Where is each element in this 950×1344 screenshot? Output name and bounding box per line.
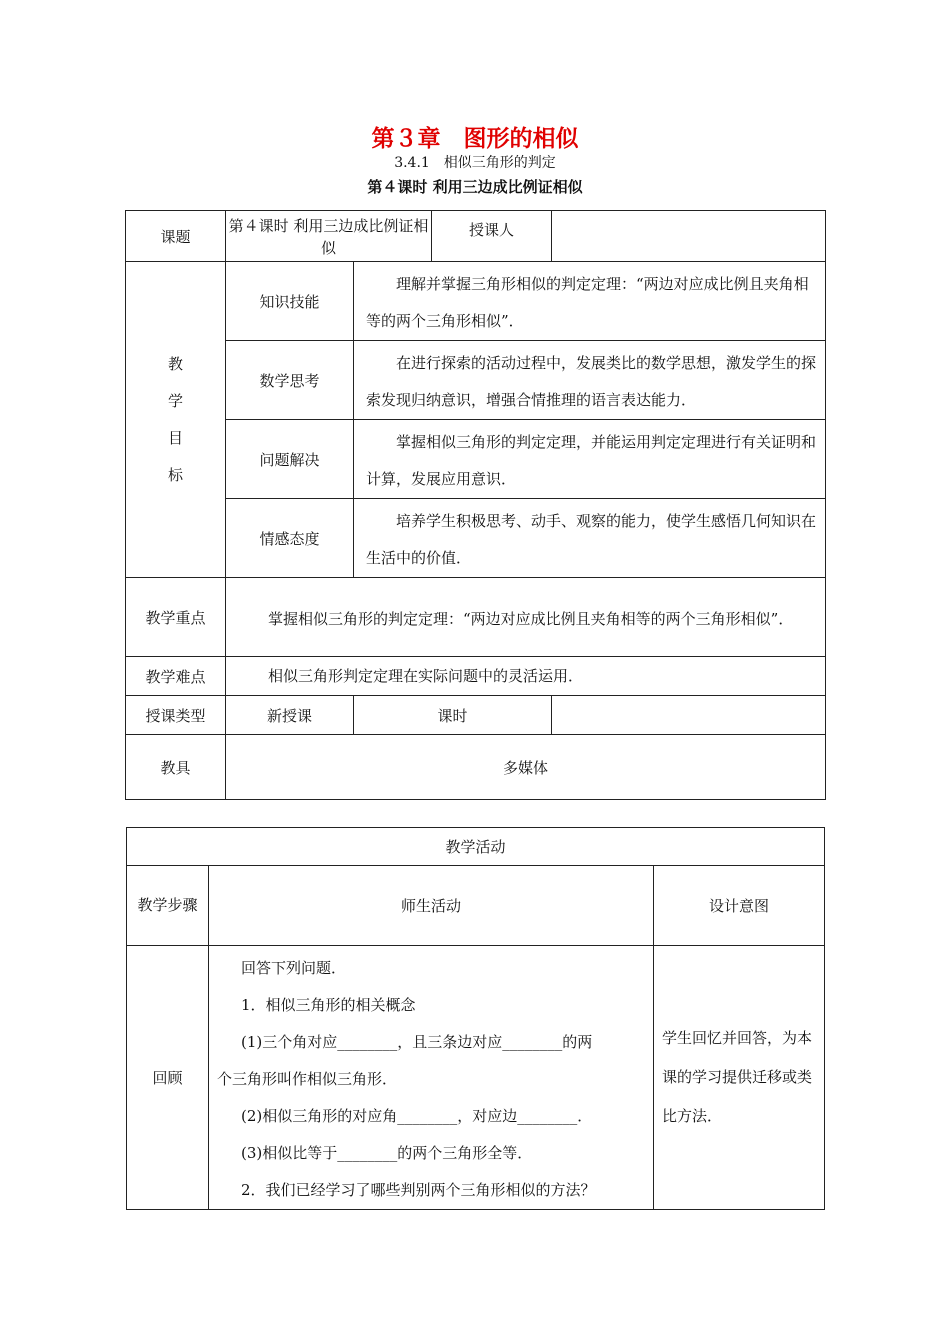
key-point-text: 掌握相似三角形的判定定理：“两边对应成比例且夹角相等的两个三角形相似”． [226, 578, 826, 657]
objectives-label [126, 262, 226, 578]
activity-review [209, 946, 654, 1210]
step-review: 回顾 [127, 946, 209, 1210]
tools-value: 多媒体 [226, 735, 826, 800]
activity-heading: 教学活动 [127, 828, 825, 866]
topic-value: 第４课时 利用三边成比例证相似 [226, 211, 432, 262]
objectives-char: 标 [167, 465, 183, 484]
hours-label: 课时 [354, 696, 552, 735]
type-value: 新授课 [226, 696, 354, 735]
tools-label: 教具 [126, 735, 226, 800]
teacher-label: 授课人 [432, 211, 552, 262]
activity-line: 2．我们已经学习了哪些判别两个三角形相似的方法？ [241, 1181, 596, 1199]
activity-line: (1)三个角对应________，且三条边对应________的两 [241, 1033, 593, 1051]
chapter-title: 第３章 图形的相似 [371, 126, 579, 152]
activity-line: (3)相似比等于________的两个三角形全等． [241, 1144, 533, 1162]
activity-line: 个三角形叫作相似三角形． [217, 1070, 398, 1088]
activity-table [126, 827, 825, 1210]
objectives-char: 目 [167, 428, 183, 447]
difficulty-text: 相似三角形判定定理在实际问题中的灵活运用． [226, 657, 826, 696]
objective-label-attitude: 情感态度 [226, 499, 354, 578]
objective-text-problem: 掌握相似三角形的判定定理，并能运用判定定理进行有关证明和计算，发展应用意识． [354, 420, 826, 499]
intent-review: 学生回忆并回答，为本课的学习提供迁移或类比方法． [654, 946, 825, 1210]
type-label: 授课类型 [126, 696, 226, 735]
teacher-value [552, 211, 826, 262]
lesson-title: 第４课时 利用三边成比例证相似 [367, 178, 583, 196]
col-activity-header: 师生活动 [209, 866, 654, 946]
activity-line: 1．相似三角形的相关概念 [241, 996, 416, 1014]
topic-label: 课题 [126, 211, 226, 262]
objective-text-attitude: 培养学生积极思考、动手、观察的能力，使学生感悟几何知识在生活中的价值． [354, 499, 826, 578]
activity-line: (2)相似三角形的对应角________，对应边________． [241, 1107, 593, 1125]
objective-label-knowledge: 知识技能 [226, 262, 354, 341]
objectives-char: 学 [167, 391, 183, 410]
hours-value [552, 696, 826, 735]
lesson-plan-table [125, 210, 826, 800]
objective-text-thinking: 在进行探索的活动过程中，发展类比的数学思想，激发学生的探索发现归纳意识，增强合情推理的语言表达能力． [354, 341, 826, 420]
objective-label-thinking: 数学思考 [226, 341, 354, 420]
col-intent-header: 设计意图 [654, 866, 825, 946]
section-number: 3.4.1 相似三角形的判定 [394, 155, 556, 171]
objective-text-knowledge: 理解并掌握三角形相似的判定定理：“两边对应成比例且夹角相等的两个三角形相似”． [354, 262, 826, 341]
key-point-label: 教学重点 [126, 578, 226, 657]
activity-line: 回答下列问题． [241, 959, 347, 977]
objective-label-problem: 问题解决 [226, 420, 354, 499]
difficulty-label: 教学难点 [126, 657, 226, 696]
objectives-char: 教 [167, 354, 183, 373]
col-step-header: 教学步骤 [127, 866, 209, 946]
